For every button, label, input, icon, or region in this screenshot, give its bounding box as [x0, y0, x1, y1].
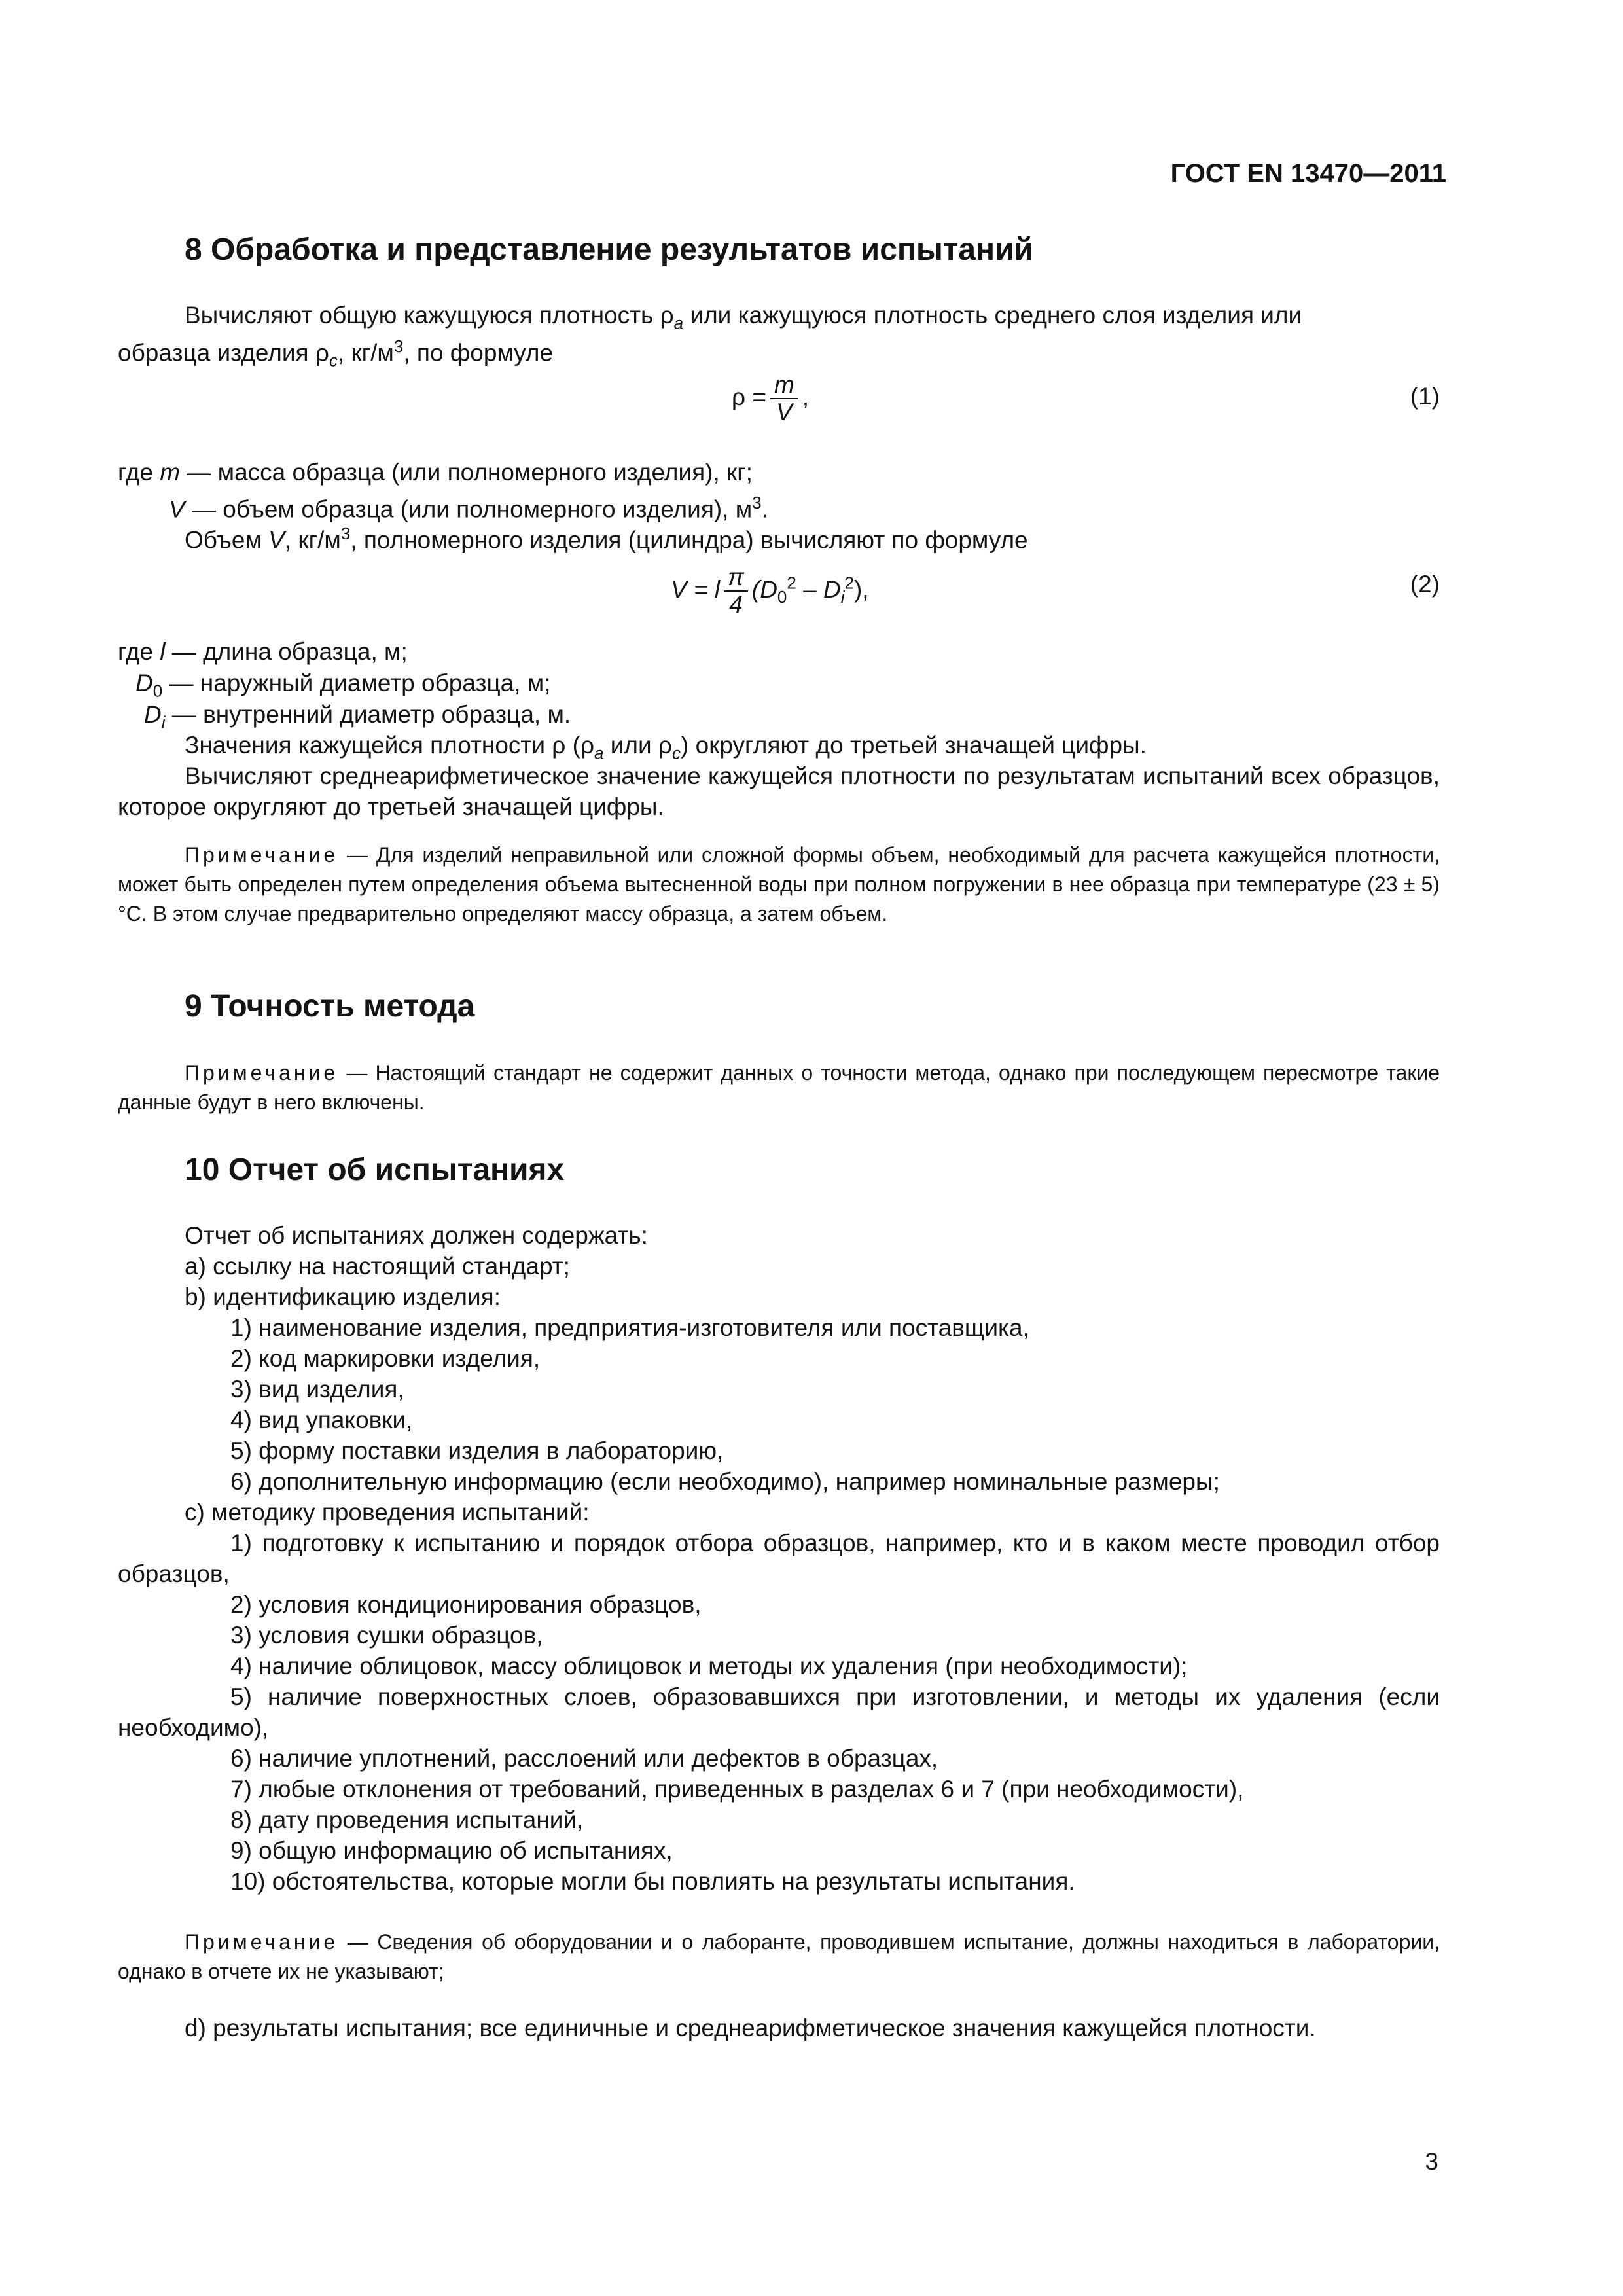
formula-2-number: (2) [1410, 571, 1440, 598]
note-label: Примечание [185, 1061, 339, 1085]
report-item-a: a) ссылку на настоящий стандарт; [185, 1253, 570, 1280]
report-intro: Отчет об испытаниях должен содержать: [185, 1222, 648, 1249]
report-item-b: b) идентификацию изделия: [185, 1283, 501, 1310]
report-item-c9: 9) общую информацию об испытаниях, [230, 1837, 673, 1864]
report-item-c10: 10) обстоятельства, которые могли бы повлиять на результаты испытания. [230, 1868, 1075, 1895]
section-8-paragraph-1-line-2: образца изделия $\rho_c$, $кг/м^3$, по формуле [118, 336, 554, 370]
rounding-paragraph: Значения кажущейся плотности ρ ($\rho_a$ или $\rho_c$) округляют до третьей значащей цифры. [185, 732, 1147, 763]
report-item-b6: 6) дополнительную информацию (если необходимо), например номинальные размеры; [230, 1468, 1220, 1495]
section-8-heading: 8 Обработка и представление результатов испытаний [185, 232, 1034, 267]
formula-1-number: (1) [1410, 383, 1440, 410]
section-9-heading: 9 Точность метода [185, 989, 475, 1024]
report-item-d: d) результаты испытания; все единичные и среднеарифметическое значения кажущейся плотности. [185, 2015, 1316, 2041]
where-l: где l — длина образца, м; [118, 638, 408, 665]
section-10-note: Примечание — Сведения об оборудовании и о лаборанте, проводившем испытание, должны находиться в лаборатории, однако в отчете их не указывают; [118, 1930, 1440, 1983]
formula-1: ρ = $\frac{m}{V}$ , [732, 371, 810, 425]
document-header: ГОСТ EN 13470—2011 [1170, 159, 1446, 188]
volume-paragraph: Объем V, $кг/м^3$, полномерного изделия (цилиндра) вычисляют по формуле [185, 524, 1028, 554]
report-item-c1: 1) подготовку к испытанию и порядок отбора образцов, например, кто и в каком месте проводил отбор образцов, [118, 1530, 1440, 1587]
report-item-c8: 8) дату проведения испытаний, [230, 1806, 584, 1833]
where-m: где m — масса образца (или полномерного изделия), кг; [118, 459, 753, 486]
report-item-c2: 2) условия кондиционирования образцов, [230, 1591, 702, 1618]
report-item-c6: 6) наличие уплотнений, расслоений или дефектов в образцах, [230, 1745, 938, 1772]
report-item-b3: 3) вид изделия, [230, 1376, 404, 1403]
report-item-c5: 5) наличие поверхностных слоев, образовавшихся при изготовлении, и методы их удаления (если необходимо), [118, 1683, 1440, 1741]
report-item-b2: 2) код маркировки изделия, [230, 1345, 541, 1372]
note-label: Примечание [185, 843, 339, 867]
section-8-note: Примечание — Для изделий неправильной или сложной формы объем, необходимый для расчета кажущейся плотности, может быть определен путем определения объема вытесненной воды при полном погружении в нее образца при температуре (23 ± 5) °С. В этом случае предварительно определяют массу образца, а затем объем. [118, 843, 1440, 925]
where-v: V — объем образца (или полномерного изделия), $м^3$. [169, 493, 768, 523]
where-di: $D_i$ — внутренний диаметр образца, м. [144, 701, 571, 732]
section-8-paragraph-1: Вычисляют общую кажущуюся плотность $\rho_a$ или кажущуюся плотность среднего слоя изделия или [185, 302, 1302, 333]
page-number: 3 [1425, 2148, 1438, 2175]
report-item-c3: 3) условия сушки образцов, [230, 1622, 543, 1649]
report-item-b4: 4) вид упаковки, [230, 1407, 413, 1433]
report-item-b5: 5) форму поставки изделия в лабораторию, [230, 1437, 724, 1464]
report-item-b1: 1) наименование изделия, предприятия-изготовителя или поставщика, [230, 1314, 1029, 1341]
formula-2: V = l $\frac{\pi}{4}$ $(D_0^2 - D_i^2)$, [671, 564, 869, 618]
mean-paragraph: Вычисляют среднеарифметическое значение кажущейся плотности по результатам испытаний всех образцов, которое округляют до третьей значащей цифры. [118, 762, 1440, 820]
section-9-note: Примечание — Настоящий стандарт не содержит данных о точности метода, однако при последующем пересмотре такие данные будут в него включены. [118, 1061, 1440, 1114]
section-10-heading: 10 Отчет об испытаниях [185, 1153, 565, 1187]
report-item-c: c) методику проведения испытаний: [185, 1499, 590, 1526]
note-label: Примечание [185, 1930, 339, 1954]
where-d0: $D_0$ — наружный диаметр образца, м; [135, 670, 551, 701]
report-item-c4: 4) наличие облицовок, массу облицовок и методы их удаления (при необходимости); [230, 1653, 1188, 1679]
report-item-c7: 7) любые отклонения от требований, приведенных в разделах 6 и 7 (при необходимости), [230, 1776, 1244, 1803]
